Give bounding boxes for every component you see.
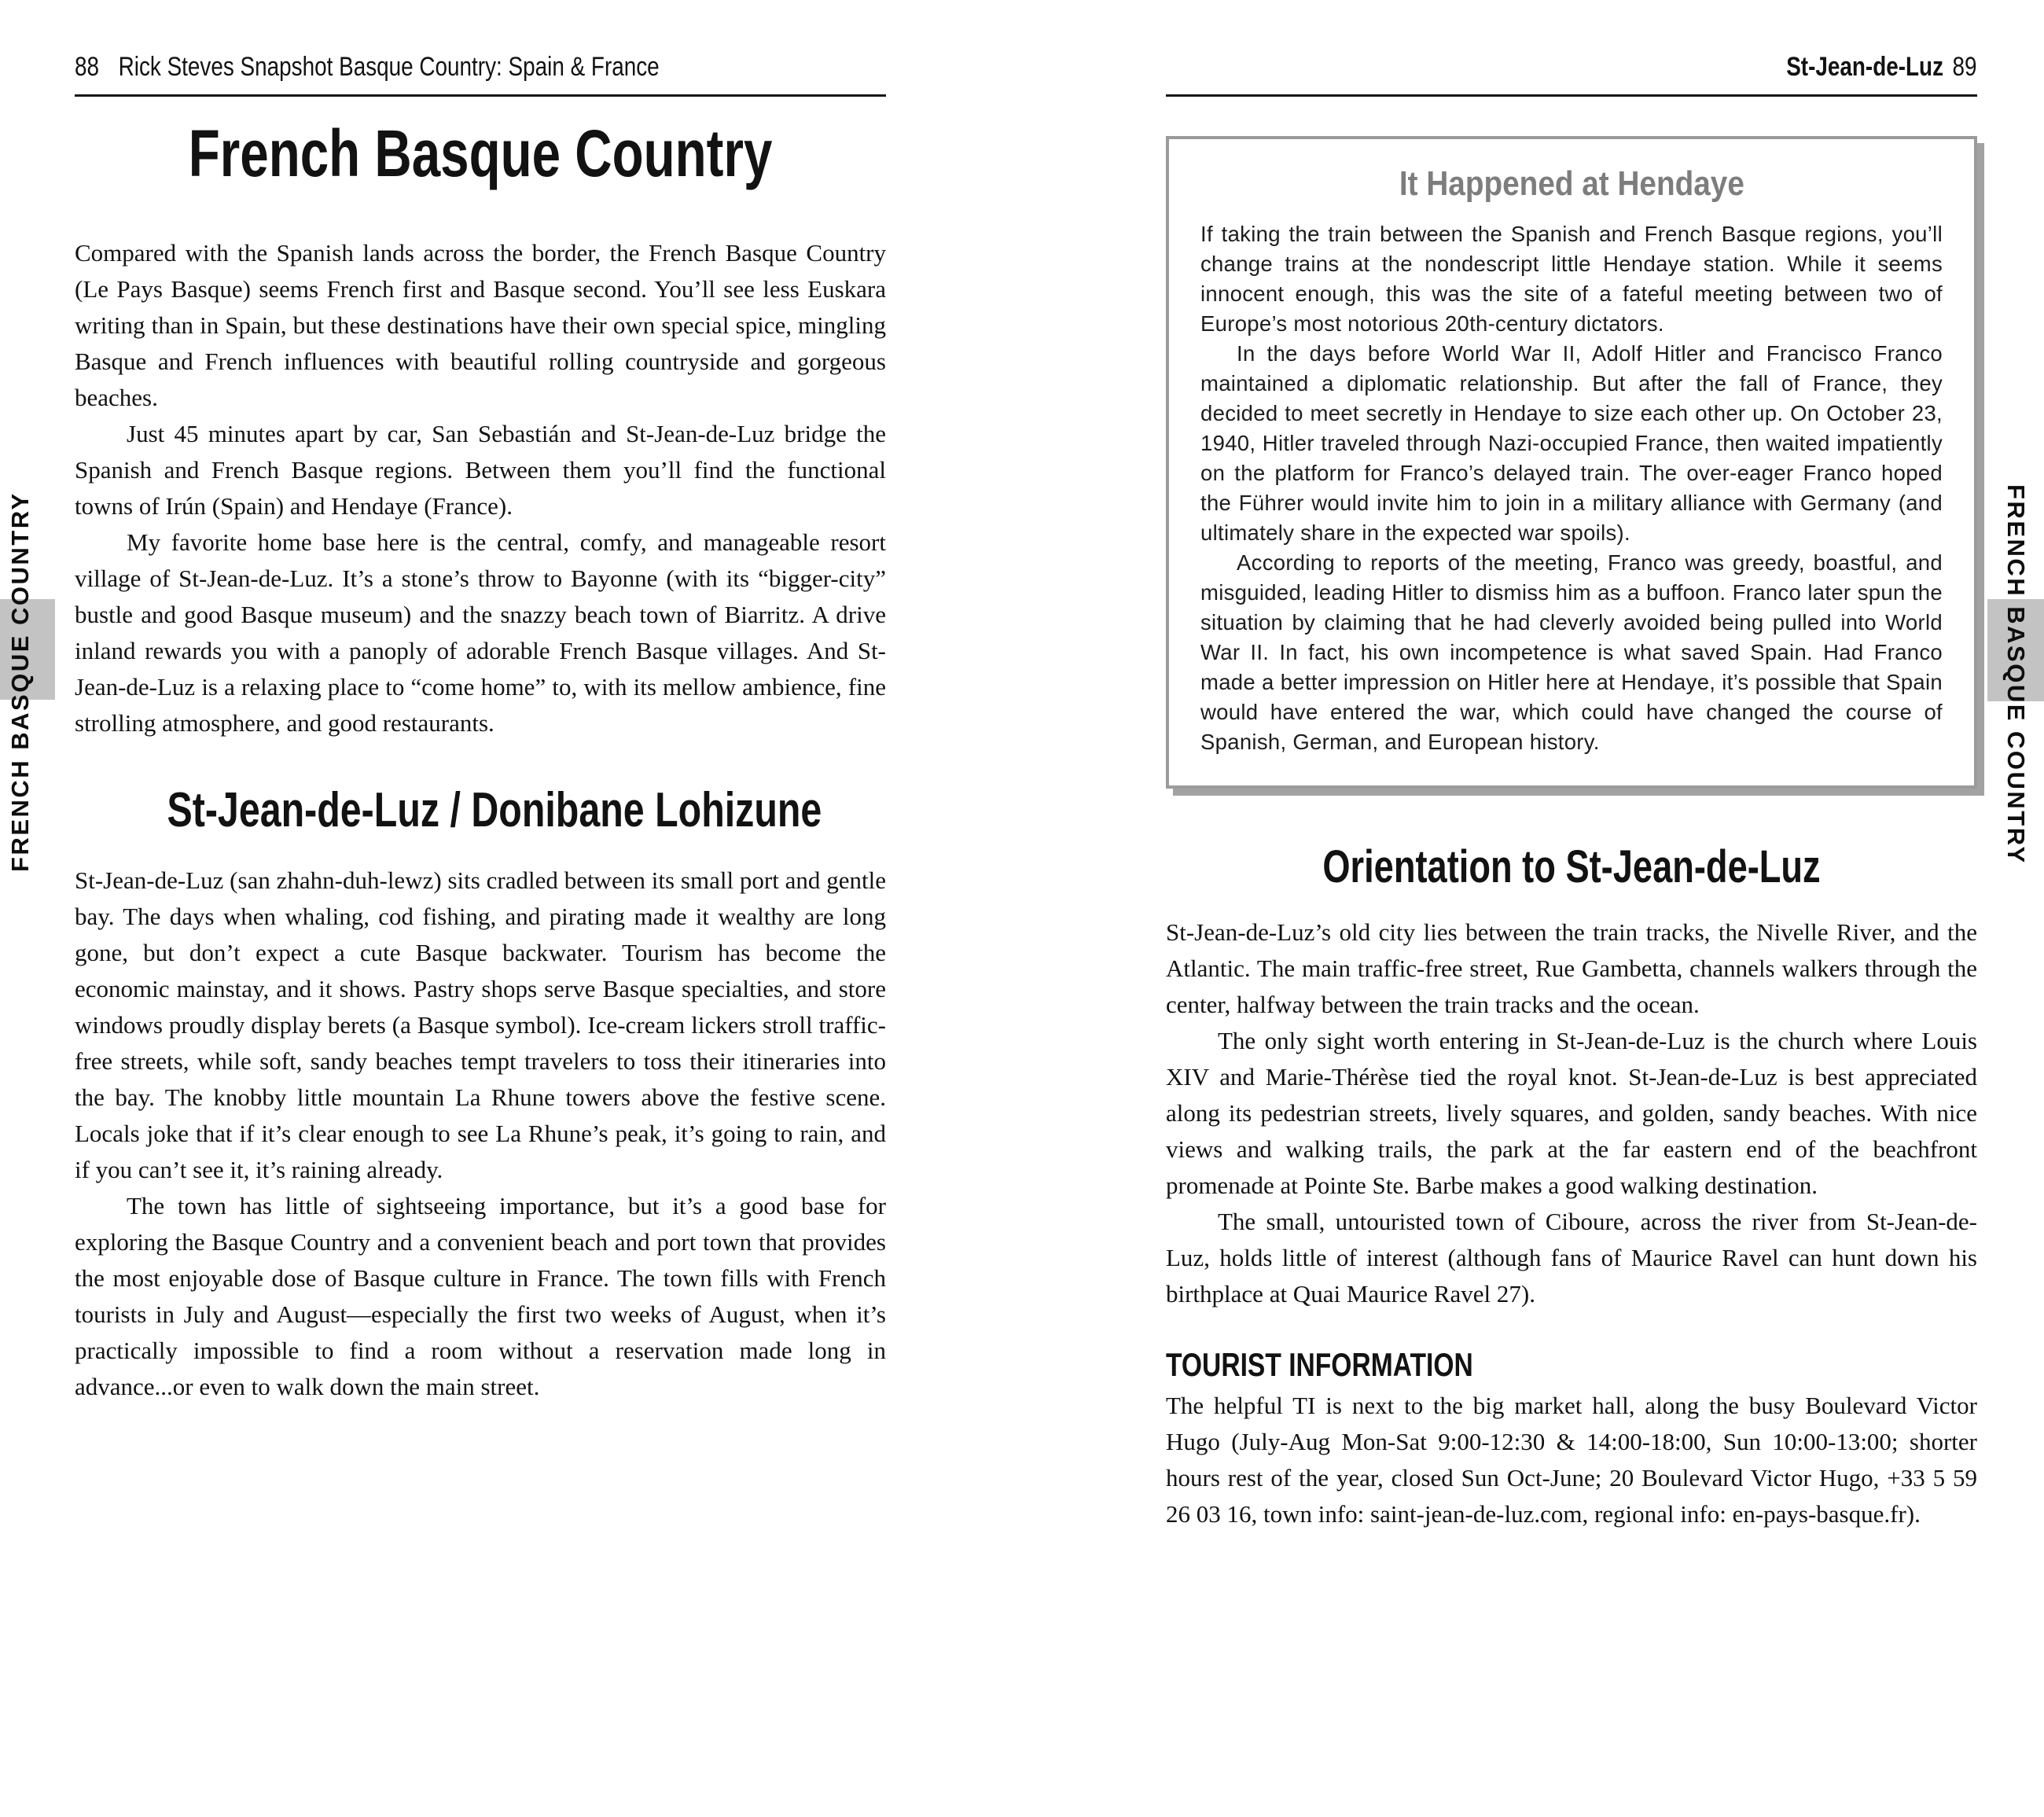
right-edge-tab (2002, 484, 2030, 865)
running-title-left: Rick Steves Snapshot Basque Country: Spain & France (118, 52, 660, 82)
body-paragraph: Just 45 minutes apart by car, San Sebastián and St-Jean-de-Luz bridge the Spanish and French Basque regions. Between them you’ll find the functional towns of Irún (Spain) and Hendaye (France). (75, 420, 886, 520)
tourist-info-title: TOURIST INFORMATION (1166, 1346, 1473, 1383)
left-page (75, 0, 886, 1405)
sidebar-box-paragraph: If taking the train between the Spanish and French Basque regions, you’ll change trains at the nondescript little Hendaye station. While it seems innocent enough, this was the site of a fateful meeting between two of Europe’s most notorious 20th-century dictators. (1200, 222, 1943, 336)
page-number-right: 89 (1952, 52, 1977, 82)
sidebar-box-title: It Happened at Hendaye (1399, 164, 1744, 203)
right-page (1166, 0, 1977, 1532)
edge-tab-label: FRENCH BASQUE COUNTRY (2002, 484, 2030, 865)
body-paragraph: The town has little of sightseeing importance, but it’s a good base for exploring the Basque Country and a convenient beach and port town that provides the most enjoyable dose of Basque culture in France. The town fills with French tourists in July and August—especially the first two weeks of August, when it’s practically impossible to find a room without a reservation made long in advance...or even to walk down the main street. (75, 1192, 886, 1401)
body-paragraph: My favorite home base here is the central, comfy, and manageable resort village of St-Jean-de-Luz. It’s a stone’s throw to Bayonne (with its “bigger-city” bustle and good Basque museum) and the snazzy beach town of Biarritz. A drive inland rewards you with a panoply of adorable French Basque villages. And St-Jean-de-Luz is a relaxing place to “come home” to, with its mellow ambience, fine strolling atmosphere, and good restaurants. (75, 528, 886, 737)
running-head-left (75, 52, 886, 97)
section-title: St-Jean-de-Luz / Donibane Lohizune (167, 783, 822, 838)
tourist-info-paragraph: The helpful TI is next to the big market hall, along the busy Boulevard Victor Hugo (July-Aug Mon-Sat 9:00-12:30 & 14:00-18:00, Sun 10:00-13:00; shorter hours rest of the year, closed Sun Oct-June; 20 Boulevard Victor Hugo, +33 5 59 26 03 16, town info: saint-jean-de-luz.com, regional info: en-pays-basque.fr). (1166, 1392, 1977, 1528)
running-head-right (1166, 52, 1977, 97)
body-paragraph: The only sight worth entering in St-Jean-de-Luz is the church where Louis XIV and Marie-Thérèse tied the royal knot. St-Jean-de-Luz is best appreciated along its pedestrian streets, lively squares, and golden, sandy beaches. With nice views and walking trails, the park at the far eastern end of the beachfront promenade at Pointe Ste. Barbe makes a good walking destination. (1166, 1027, 1977, 1199)
body-paragraph: St-Jean-de-Luz (san zhahn-duh-lewz) sits cradled between its small port and gentle bay. The days when whaling, cod fishing, and pirating made it wealthy are long gone, but don’t expect a cute Basque backwater. Tourism has become the economic mainstay, and it shows. Pastry shops serve Basque specialties, and store windows proudly display berets (a Basque symbol). Ice-cream lickers stroll traffic-free streets, while soft, sandy beaches tempt travelers to toss their itineraries into the bay. The knobby little mountain La Rhune towers above the festive scene. Locals joke that if it’s clear enough to see La Rhune’s peak, it’s going to rain, and if you can’t see it, it’s raining already. (75, 866, 886, 1184)
body-paragraph: Compared with the Spanish lands across the border, the French Basque Country (Le Pays Basque) seems French first and Basque second. You’ll see less Euskara writing than in Spain, but these destinations have their own special spice, mingling Basque and French influences with beautiful rolling countryside and gorgeous beaches. (75, 239, 886, 412)
edge-tab-label: FRENCH BASQUE COUNTRY (6, 491, 34, 872)
sidebar-box-paragraph: In the days before World War II, Adolf Hitler and Francisco Franco maintained a diplomatic relationship. But after the fall of France, they decided to meet secretly in Hendaye to size each other up. On October 23, 1940, Hitler traveled through Nazi-occupied France, then waited impatiently on the platform for Franco’s delayed train. The over-eager Franco hoped the Führer would invite him to join in a military alliance with Germany (and ultimately share in the expected war spoils). (1200, 341, 1943, 545)
body-paragraph: St-Jean-de-Luz’s old city lies between the train tracks, the Nivelle River, and the Atlantic. The main traffic-free street, Rue Gambetta, channels walkers through the center, halfway between the train tracks and the ocean. (1166, 918, 1977, 1018)
running-title-right: St-Jean-de-Luz (1786, 52, 1944, 82)
left-edge-tab (6, 491, 35, 872)
sidebar-box (1166, 136, 1977, 789)
page-number-left: 88 (75, 52, 100, 82)
sidebar-box-paragraph: According to reports of the meeting, Franco was greedy, boastful, and misguided, leading Hitler to dismiss him as a buffoon. Franco later spun the situation by claiming that he had cleverly avoided being pulled into World War II. In fact, his own incompetence is what saved Spain. Had Franco made a better impression on Hitler here at Hendaye, it’s possible that Spain would have entered the war, which could have changed the course of Spanish, German, and European history. (1200, 550, 1943, 754)
orientation-title: Orientation to St-Jean-de-Luz (1322, 841, 1821, 892)
body-paragraph: The small, untouristed town of Ciboure, across the river from St-Jean-de-Luz, holds little of interest (although fans of Maurice Ravel can hunt down his birthplace at Quai Maurice Ravel 27). (1166, 1208, 1977, 1308)
chapter-title: French Basque Country (188, 116, 773, 190)
